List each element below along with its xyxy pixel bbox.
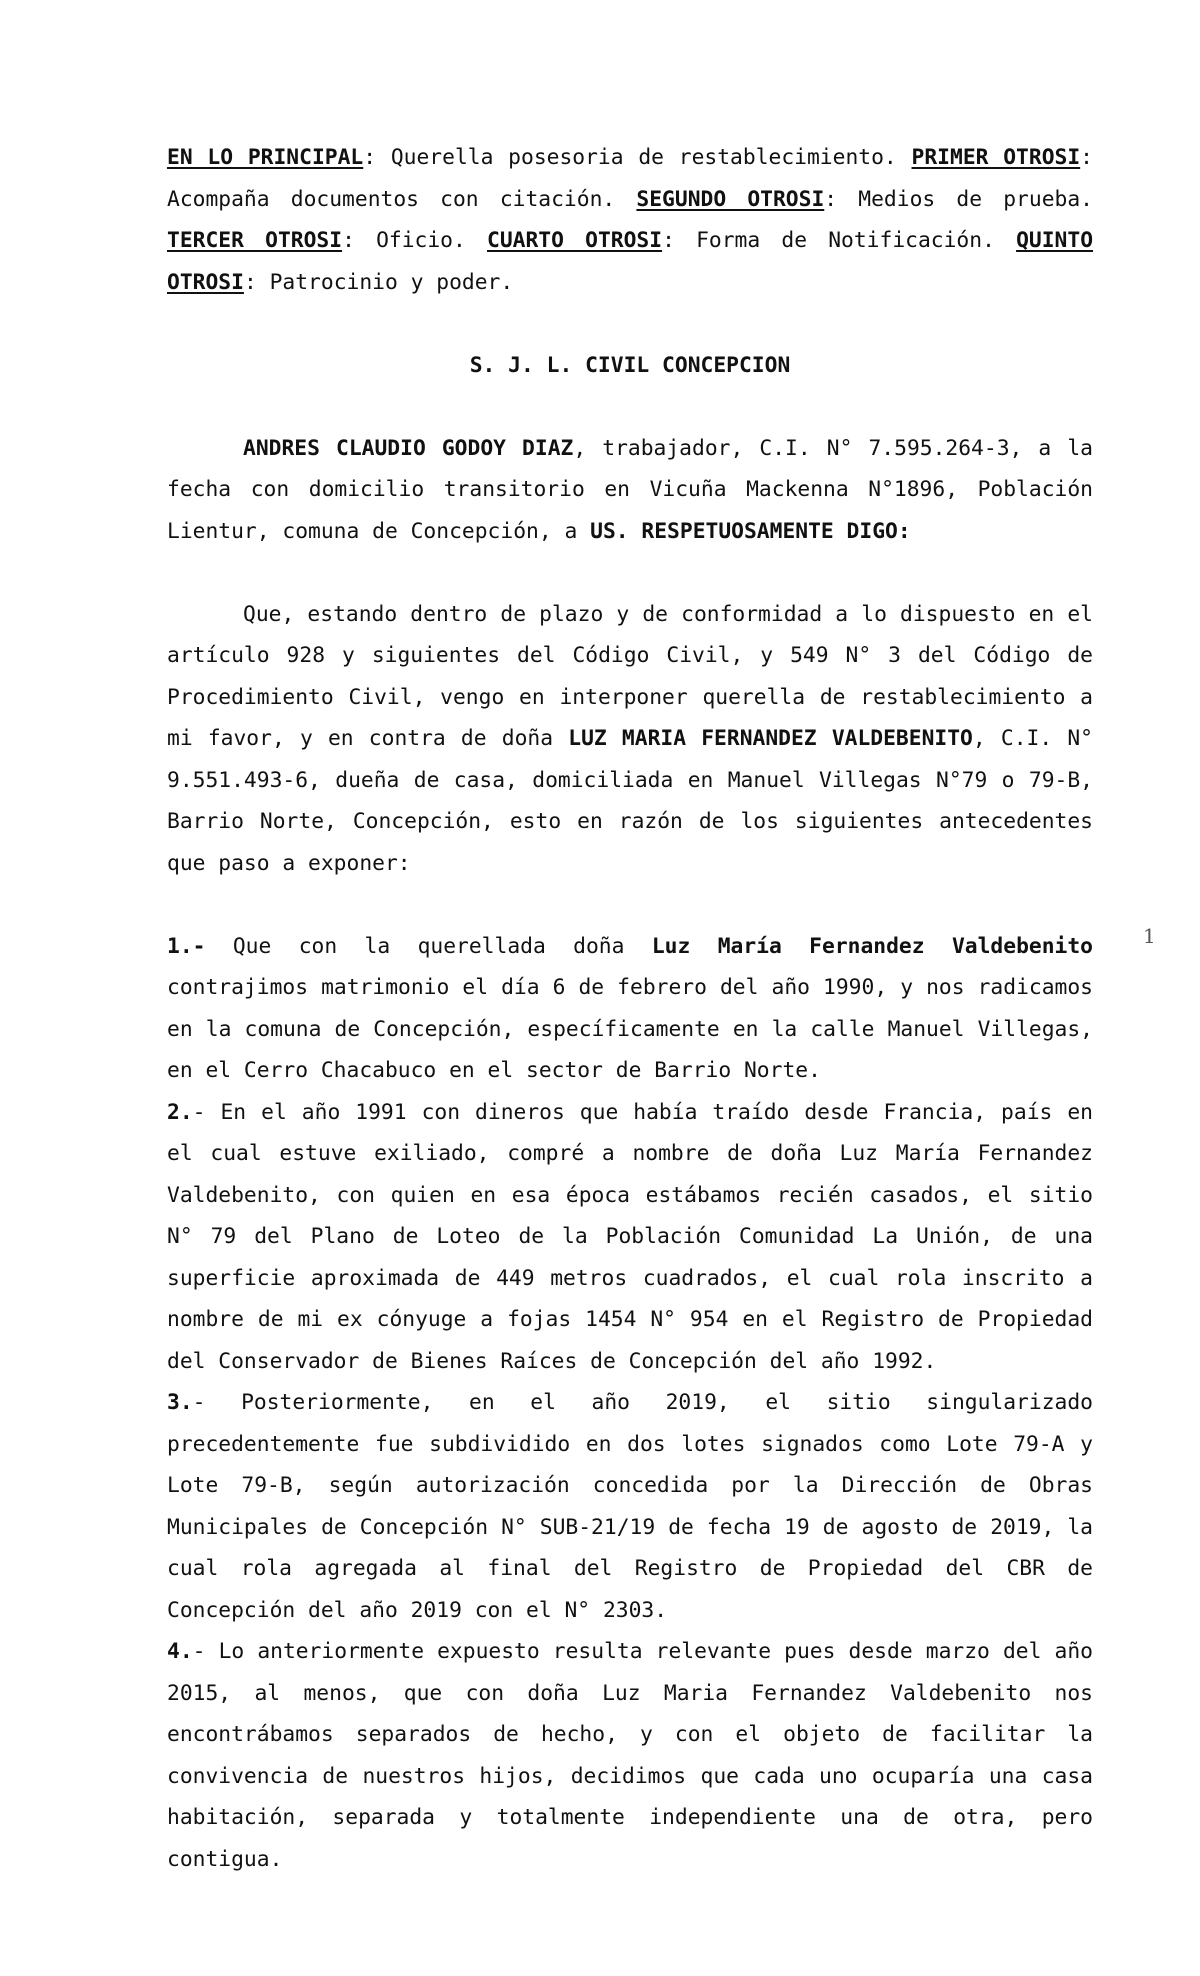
item-4-number: 4. bbox=[167, 1639, 193, 1664]
document-summary bbox=[167, 137, 1093, 303]
cuarto-otrosi-text: : Forma de Notificación. bbox=[662, 228, 1017, 253]
plaintiff-name: ANDRES CLAUDIO GODOY DIAZ bbox=[243, 435, 574, 461]
numbered-item-1 bbox=[167, 926, 1093, 1092]
complaint-text-after: , C.I. N° 9.551.493-6, dueña de casa, domiciliada en Manuel Villegas N°79 o 79-B, Barrio Norte, Concepción, esto en razón de los siguientes antecedentes que paso a exponer: bbox=[167, 726, 1093, 876]
complaint-paragraph bbox=[167, 594, 1093, 885]
segundo-otrosi-text: : Medios de prueba. bbox=[824, 186, 1093, 212]
item-4-text: - Lo anteriormente expuesto resulta relevante pues desde marzo del año 2015, al menos, que con doña Luz Maria Fernandez Valdebenito nos encontrábamos separados de hecho, y con el objeto de facilitar la convivencia de nuestros hijos, decidimos que cada uno ocuparía una casa habitación, separada y totalmente independiente una de otra, pero contigua. bbox=[167, 1639, 1093, 1872]
tercer-otrosi-label: TERCER OTROSI bbox=[167, 228, 343, 253]
numbered-item-3 bbox=[167, 1382, 1093, 1631]
numbered-item-4 bbox=[167, 1631, 1093, 1880]
numbered-item-2 bbox=[167, 1092, 1093, 1383]
item-1-text: contrajimos matrimonio el día 6 de febrero del año 1990, y nos radicamos en la comuna de Concepción, específicamente en la calle Manuel Villegas, en el Cerro Chacabuco en el sector de Barrio Norte. bbox=[167, 975, 1093, 1083]
item-2-text: - En el año 1991 con dineros que había traído desde Francia, país en el cual estuve exiliado, compré a nombre de doña Luz María Fernandez Valdebenito, con quien en esa época estábamos recién casados, el sitio N° 79 del Plano de Loteo de la Población Comunidad La Unión, de una superficie aproximada de 449 metros cuadrados, el cual rola inscrito a nombre de mi ex cónyuge a fojas 1454 N° 954 en el Registro de Propiedad del Conservador de Bienes Raíces de Concepción del año 1992. bbox=[167, 1099, 1093, 1374]
primer-otrosi-text: : Acompaña documentos con citación. bbox=[167, 145, 1093, 212]
item-1-number: 1.- bbox=[167, 933, 206, 959]
segundo-otrosi-label: SEGUNDO OTROSI bbox=[636, 186, 825, 212]
principal-label: EN LO PRINCIPAL bbox=[167, 145, 364, 170]
quinto-otrosi-label: QUINTO OTROSI bbox=[167, 228, 1094, 295]
item-1-bold-name: Luz María Fernandez Valdebenito bbox=[651, 933, 1093, 959]
item-1-text-before: Que con la querellada doña bbox=[205, 933, 652, 959]
item-3-text: - Posteriormente, en el año 2019, el sitio singularizado precedentemente fue subdividido en dos lotes signados como Lote 79-A y Lote 79-B, según autorización concedida por la Dirección de Obras Municipales de Concepción N° SUB-21/19 de fecha 19 de agosto de 2019, la cual rola agregada al final del Registro de Propiedad del CBR de Concepción del año 2019 con el N° 2303. bbox=[167, 1390, 1093, 1623]
primer-otrosi-label: PRIMER OTROSI bbox=[911, 145, 1081, 170]
principal-text: : Querella posesoria de restablecimiento. bbox=[363, 145, 912, 170]
cuarto-otrosi-label: CUARTO OTROSI bbox=[487, 228, 663, 253]
intro-text: , trabajador, C.I. N° 7.595.264-3, a la fecha con domicilio transitorio en Vicuña Mackenna N°1896, Población Lientur, comuna de Concepción, a bbox=[167, 435, 1093, 544]
court-heading: S. J. L. CIVIL CONCEPCION bbox=[469, 352, 791, 378]
document-page bbox=[167, 137, 1093, 1880]
complaint-text-before: Que, estando dentro de plazo y de conformidad a lo dispuesto en el artículo 928 y siguientes del Código Civil, y 549 N° 3 del Código de Procedimiento Civil, vengo en interponer querella de restablecimiento a mi favor, y en contra de doña bbox=[167, 601, 1093, 751]
intro-closing: US. RESPETUOSAMENTE DIGO: bbox=[590, 518, 911, 544]
item-2-number: 2. bbox=[167, 1099, 193, 1125]
tercer-otrosi-text: : Oficio. bbox=[342, 228, 488, 253]
intro-paragraph bbox=[167, 428, 1093, 553]
defendant-name: LUZ MARIA FERNANDEZ VALDEBENITO bbox=[568, 726, 973, 751]
page-number: 1 bbox=[1143, 924, 1156, 948]
quinto-otrosi-text: : Patrocinio y poder. bbox=[243, 269, 514, 295]
item-3-number: 3. bbox=[167, 1390, 193, 1415]
